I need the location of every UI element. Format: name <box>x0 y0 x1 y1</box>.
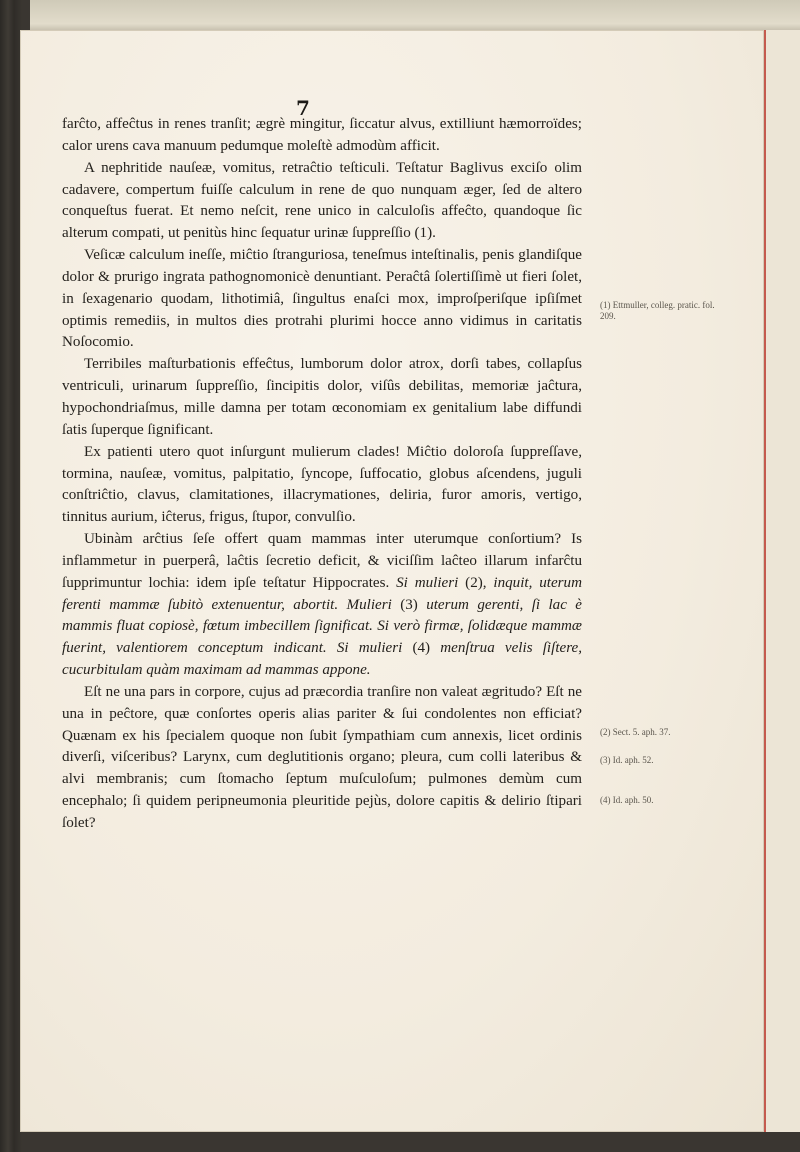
paragraph-p4 <box>62 354 582 441</box>
body-text <box>62 114 582 835</box>
paragraph-p1 <box>62 114 582 158</box>
margin-note-3: (3) Id. aph. 52. <box>600 755 654 765</box>
text-run: A nephritide nauſeæ, vomitus, retraĉtio teſticuli. Teſtatur Baglivus exciſo olim cadavere, compertum fuiſſe calculum in rene de quo nunquam æger, ſed de altero conqueſtus fuerat. Et nemo neſcit, rene unico in calculoſis affeĉto, quandoque ſic alterum compati, ut penitùs hinc ſequatur urinæ ſuppreſſio (1). <box>62 159 582 242</box>
italic-quote-run: uterum gerenti, ſi lac è mammis fluat copiosè, fœtum imbecillem ſignificat. Si verò firmæ, ſolidæque mammæ fuerint, valentiorem conceptum indicant. Si mulieri <box>62 596 582 657</box>
margin-note-4: (4) Id. aph. 50. <box>600 795 654 805</box>
paragraph-p5 <box>62 442 582 529</box>
paragraph-p3 <box>62 245 582 354</box>
text-run: farĉto, affeĉtus in renes tranſit; ægrè mingitur, ſiccatur alvus, extilliunt hæmorroïdes; calor urens cava manuum pedumque moleſtè admodùm afficit. <box>62 116 582 154</box>
italic-quote-run: inquit, uterum ferenti mammæ ſubitò extenuentur, abortit. Mulieri <box>62 574 582 613</box>
text-run: (3) <box>391 596 427 613</box>
italic-quote-run: menſtrua velis ſiſtere, cucurbitulam quàm maximam ad mammas appone. <box>62 640 582 679</box>
text-run: (4) <box>402 640 441 657</box>
paragraph-p2 <box>62 158 582 245</box>
margin-note-2: (2) Sect. 5. aph. 37. <box>600 727 671 737</box>
margin-note-1: (1) Ettmuller, colleg. pratic. fol. 209. <box>600 300 715 321</box>
paragraph-p6 <box>62 529 582 682</box>
next-leaf-edge <box>765 30 800 1132</box>
text-run: Veſicæ calculum ineſſe, miĉtio ſtranguriosa, teneſmus inteſtinalis, penis glandiſque dolor & prurigo ingrata pathognomonicè denuntiant. Peraĉtâ ſolertiſſimè ut fieri ſolet, in ſexagenario quodam, lithotimiâ, ſingultus enaſci mox, improſperiſque ipſiſmet optimis remediis, in multos dies protrahi plurimi hocce anno vidimus in caritatis Noſocomio. <box>62 247 582 351</box>
page-number: 7 <box>296 96 310 120</box>
text-run: Terribiles maſturbationis effeĉtus, lumborum dolor atrox, dorſi tabes, collapſus ventriculi, urinarum ſuppreſſio, ſincipitis dolor, viſûs debilitas, memoriæ jaĉtura, hypochondriaſmus, mille damna per totam œconomiam ex genitalium labe diffundi ſatis ſuperque ſignificant. <box>62 356 582 438</box>
text-run: Ex patienti utero quot inſurgunt mulierum clades! Miĉtio doloroſa ſuppreſſave, tormina, nauſeæ, vomitus, palpitatio, ſyncope, ſuffocatio, globus aſcendens, juguli conſtriĉtio, clavus, clamitationes, illacrymationes, deliria, furor amoris, vertigo, tinnitus aurium, iĉterus, frigus, ſtupor, convulſio. <box>62 443 582 526</box>
page-sheet <box>20 30 766 1132</box>
text-run: Ubinàm arĉtius ſeſe offert quam mammas inter uterumque conſortium? Is inflammetur in puerperâ, laĉtis ſecretio deficit, & viciſſim laĉteo illarum infarĉtu ſupprimuntur lochia: idem ipſe teſtatur Hippocrates. <box>62 531 582 591</box>
text-run: (2), <box>458 574 494 591</box>
paragraph-p7 <box>62 682 582 835</box>
italic-quote-run: Si mulieri <box>396 574 459 591</box>
text-run: Eſt ne una pars in corpore, cujus ad præcordia tranſire non valeat ægritudo? Eſt ne una in peĉtore, quæ conſortes operis alias pariter & ſui condolentes non efficiat? Quænam ex his ſpecialem quoque non ſubit ſympathiam cum annexis, licet ordinis diverſi, viſceribus? Larynx, cum deglutitionis organo; pleura, cum colli lateribus & alvi membranis; cum ſtomacho ſeptum muſculoſum; pulmones demùm cum encephalo; ſi quidem peripneumonia pleuritide pejùs, dolore capitis & delirio ſtipari ſolet? <box>62 683 582 831</box>
